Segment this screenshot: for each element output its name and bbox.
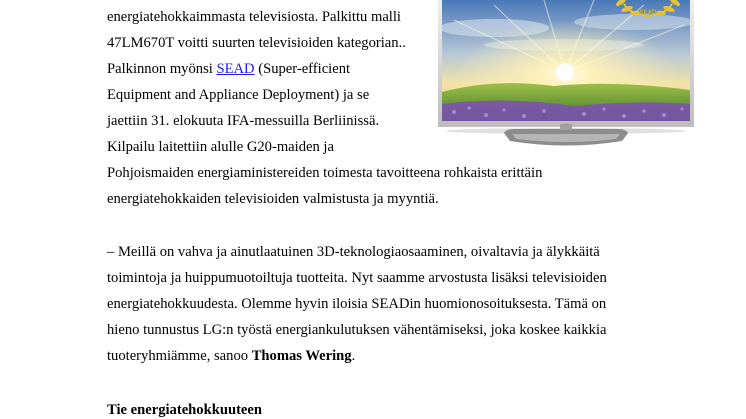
sead-link[interactable]: SEAD [216, 61, 255, 77]
intro-line-2: 47LM670T voitti suurten televisioiden kategorian.. [107, 35, 406, 51]
intro-line-3 [107, 62, 350, 77]
intro-line-3-text-b: (Super-efficient [254, 61, 351, 77]
badge-label: SEAD [639, 10, 657, 16]
tv-product-image [434, 0, 696, 152]
intro-line-1: energiatehokkaimmasta televisiosta. Palkittu malli [107, 9, 401, 25]
intro-line-5: jaettiin 31. elokuuta IFA-messuilla Berliinissä. [107, 113, 380, 129]
intro-line-6: Kilpailu laitettiin alulle G20-maiden ja [107, 139, 334, 155]
section-heading: Tie energiatehokkuuteen [107, 402, 262, 418]
intro-line-4: Equipment and Appliance Deployment) ja se [107, 87, 370, 103]
tv-screen [439, 0, 694, 121]
quote-line-5-text: tuoteryhmiämme, sanoo [107, 348, 252, 364]
quote-line-1: – Meillä on vahva ja ainutlaatuinen 3D-teknologiaosaaminen, oivaltavia ja älykkäitä [107, 244, 600, 260]
quote-line-4: hieno tunnustus LG:n työstä energiankulutuksen vähentämiseksi, joka koskee kaikkia [107, 322, 607, 338]
quote-line-2: toimintoja ja huippumuotoiltuja tuotteita. Nyt saamme arvostusta lisäksi televisioiden [107, 270, 607, 286]
intro-line-7: Pohjoismaiden energiaministereiden toimesta tavoitteena rohkaista erittäin [107, 165, 543, 181]
quote-line-3: energiatehokkuudesta. Olemme hyvin iloisia SEADin huomionosoituksesta. Tämä on [107, 296, 607, 312]
quote-line-5 [107, 349, 355, 364]
intro-line-8: energiatehokkaiden televisioiden valmistusta ja myyntiä. [107, 191, 439, 207]
intro-line-3-text-a: Palkinnon myönsi [107, 61, 217, 77]
quote-speaker-name: Thomas Wering [251, 348, 352, 364]
quote-line-5-end: . [351, 348, 356, 364]
